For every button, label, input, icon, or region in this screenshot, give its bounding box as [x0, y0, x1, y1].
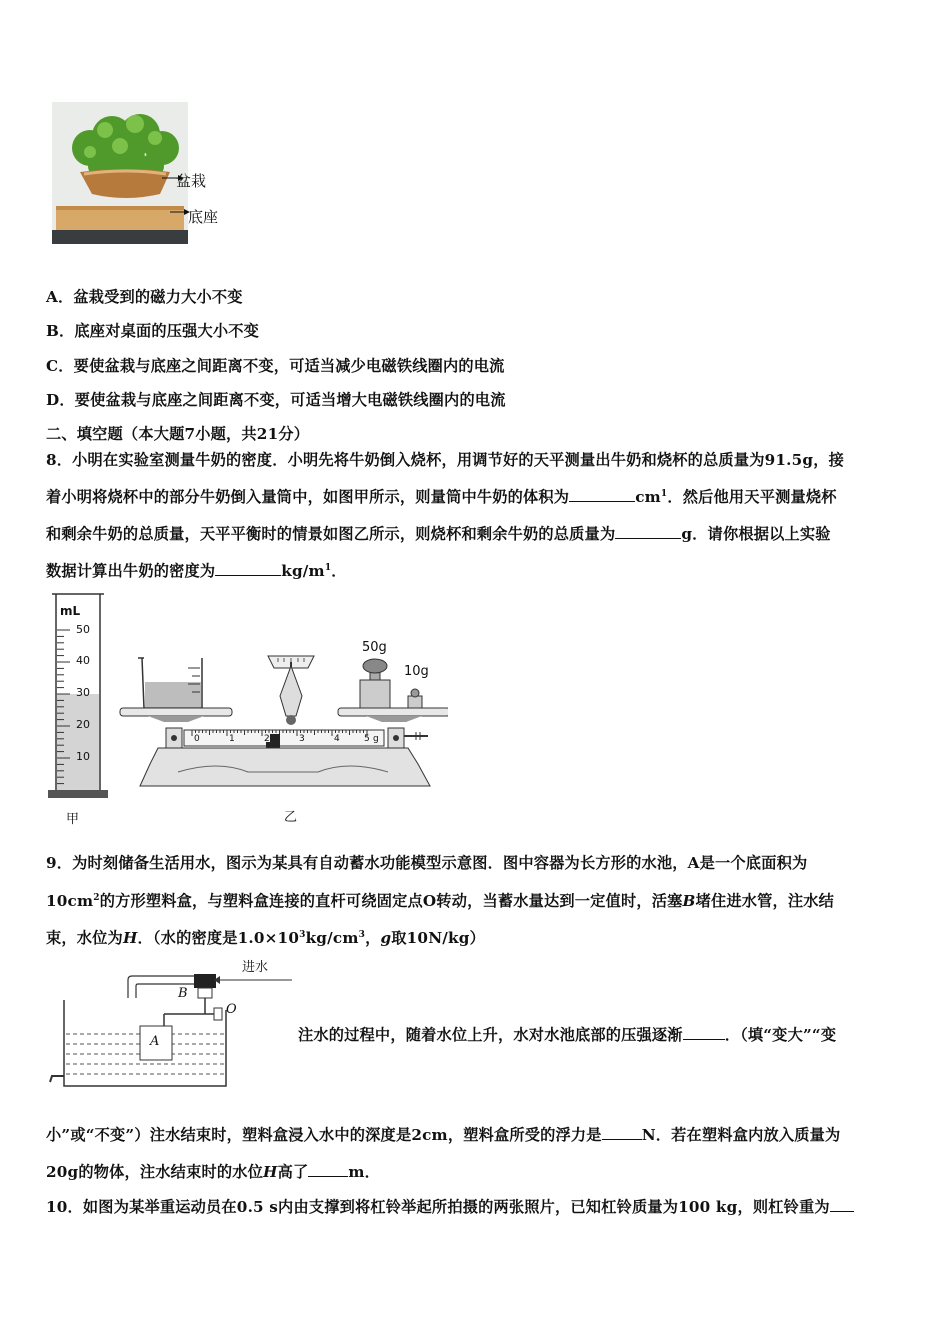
water-tank-diagram — [44, 956, 304, 1102]
base-label: 底座 — [188, 208, 219, 226]
answer-blank-mass[interactable] — [615, 524, 681, 539]
cylinder-figure — [44, 590, 110, 830]
q9-line5: 小”或“不变”）注水结束时，塑料盒浸入水中的深度是2cm，塑料盒所受的浮力是 N．若在塑料盒内放入质量为 — [46, 1126, 841, 1144]
milk-liquid — [57, 694, 99, 790]
cyl-tick-30: 30 — [76, 686, 90, 699]
cylinder-unit: mL — [60, 604, 81, 618]
q8-line2: 着小明将烧杯中的部分牛奶倒入量筒中，如图甲所示，则量筒中牛奶的体积为 $cm^1$．然后他用天平测量烧杯 — [46, 488, 837, 506]
beam-unit: g — [373, 734, 379, 744]
balance-caption: 乙 — [284, 810, 298, 825]
cyl-tick-10: 10 — [76, 750, 90, 763]
beam-num-5: 5 — [364, 734, 370, 744]
balance-scale — [118, 636, 448, 796]
q9-line3: 束，水位为H．（水的密度是$1.0\times 10^3kg/cm^3$，g取10N/kg） — [46, 929, 485, 947]
section-title: 二、填空题（本大题7小题，共21分） — [46, 425, 310, 443]
cyl-tick-50: 50 — [76, 623, 90, 636]
label-o: O — [226, 1002, 237, 1017]
q9-line2: $10cm^2$的方形塑料盒，与塑料盒连接的直杆可绕固定点O转动，当蓄水量达到一定值时，活塞B堵住进水管，注水结 — [46, 892, 835, 910]
cyl-tick-40: 40 — [76, 654, 90, 667]
q8-line1: 8．小明在实验室测量牛奶的密度．小明先将牛奶倒入烧杯，用调节好的天平测量出牛奶和烧杯的总质量为91.5g，接 — [46, 451, 844, 469]
q8-line4: 数据计算出牛奶的密度为 $kg/m^1$． — [46, 562, 347, 580]
label-a: A — [150, 1034, 160, 1049]
beam-num-4: 4 — [334, 734, 340, 744]
label-b: B — [178, 986, 188, 1001]
cylinder-caption: 甲 — [66, 812, 80, 827]
beam-num-2: 2 — [264, 734, 270, 744]
answer-blank-weight[interactable] — [830, 1197, 854, 1212]
beam-num-3: 3 — [299, 734, 305, 744]
answer-blank-volume[interactable] — [569, 487, 635, 502]
plant-figure — [50, 100, 240, 248]
q10-line1: 10．如图为某举重运动员在0.5 s内由支撑到将杠铃举起所拍摄的两张照片，已知杠铃质量为100 kg，则杠铃重为 — [46, 1196, 854, 1217]
answer-blank-density[interactable] — [215, 561, 281, 576]
q9-line6: 20g的物体，注水结束时的水位H高了 m． — [46, 1163, 381, 1181]
q7-option-b: B．底座对桌面的压强大小不变 — [46, 322, 260, 340]
beam-num-1: 1 — [229, 734, 235, 744]
weight-50g-label: 50g — [362, 640, 387, 655]
inlet-label: 进水 — [242, 960, 269, 975]
q8-line3: 和剩余牛奶的总质量，天平平衡时的情景如图乙所示，则烧杯和剩余牛奶的总质量为 g．请你根据以上实验 — [46, 525, 831, 543]
tank-figure — [44, 956, 304, 1102]
answer-blank-pressure[interactable] — [683, 1025, 725, 1040]
weight-10g-label: 10g — [404, 664, 429, 679]
q9-line1: 9．为时刻储备生活用水，图示为某具有自动蓄水功能模型示意图．图中容器为长方形的水池，A是一个底面积为 — [46, 854, 808, 872]
pot-label: 盆栽 — [176, 172, 207, 190]
balance-figure — [118, 636, 448, 826]
cyl-tick-20: 20 — [76, 718, 90, 731]
answer-blank-rise[interactable] — [308, 1162, 348, 1177]
beam-num-0: 0 — [194, 734, 200, 744]
q7-option-d: D．要使盆栽与底座之间距离不变，可适当增大电磁铁线圈内的电流 — [46, 391, 506, 409]
q7-option-a: A．盆栽受到的磁力大小不变 — [46, 288, 243, 306]
answer-blank-buoyancy[interactable] — [602, 1125, 642, 1140]
q9-side-text: 注水的过程中，随着水位上升，水对水池底部的压强逐渐 ．（填“变大”“变 — [298, 1026, 837, 1044]
q7-option-c: C．要使盆栽与底座之间距离不变，可适当减少电磁铁线圈内的电流 — [46, 357, 505, 375]
